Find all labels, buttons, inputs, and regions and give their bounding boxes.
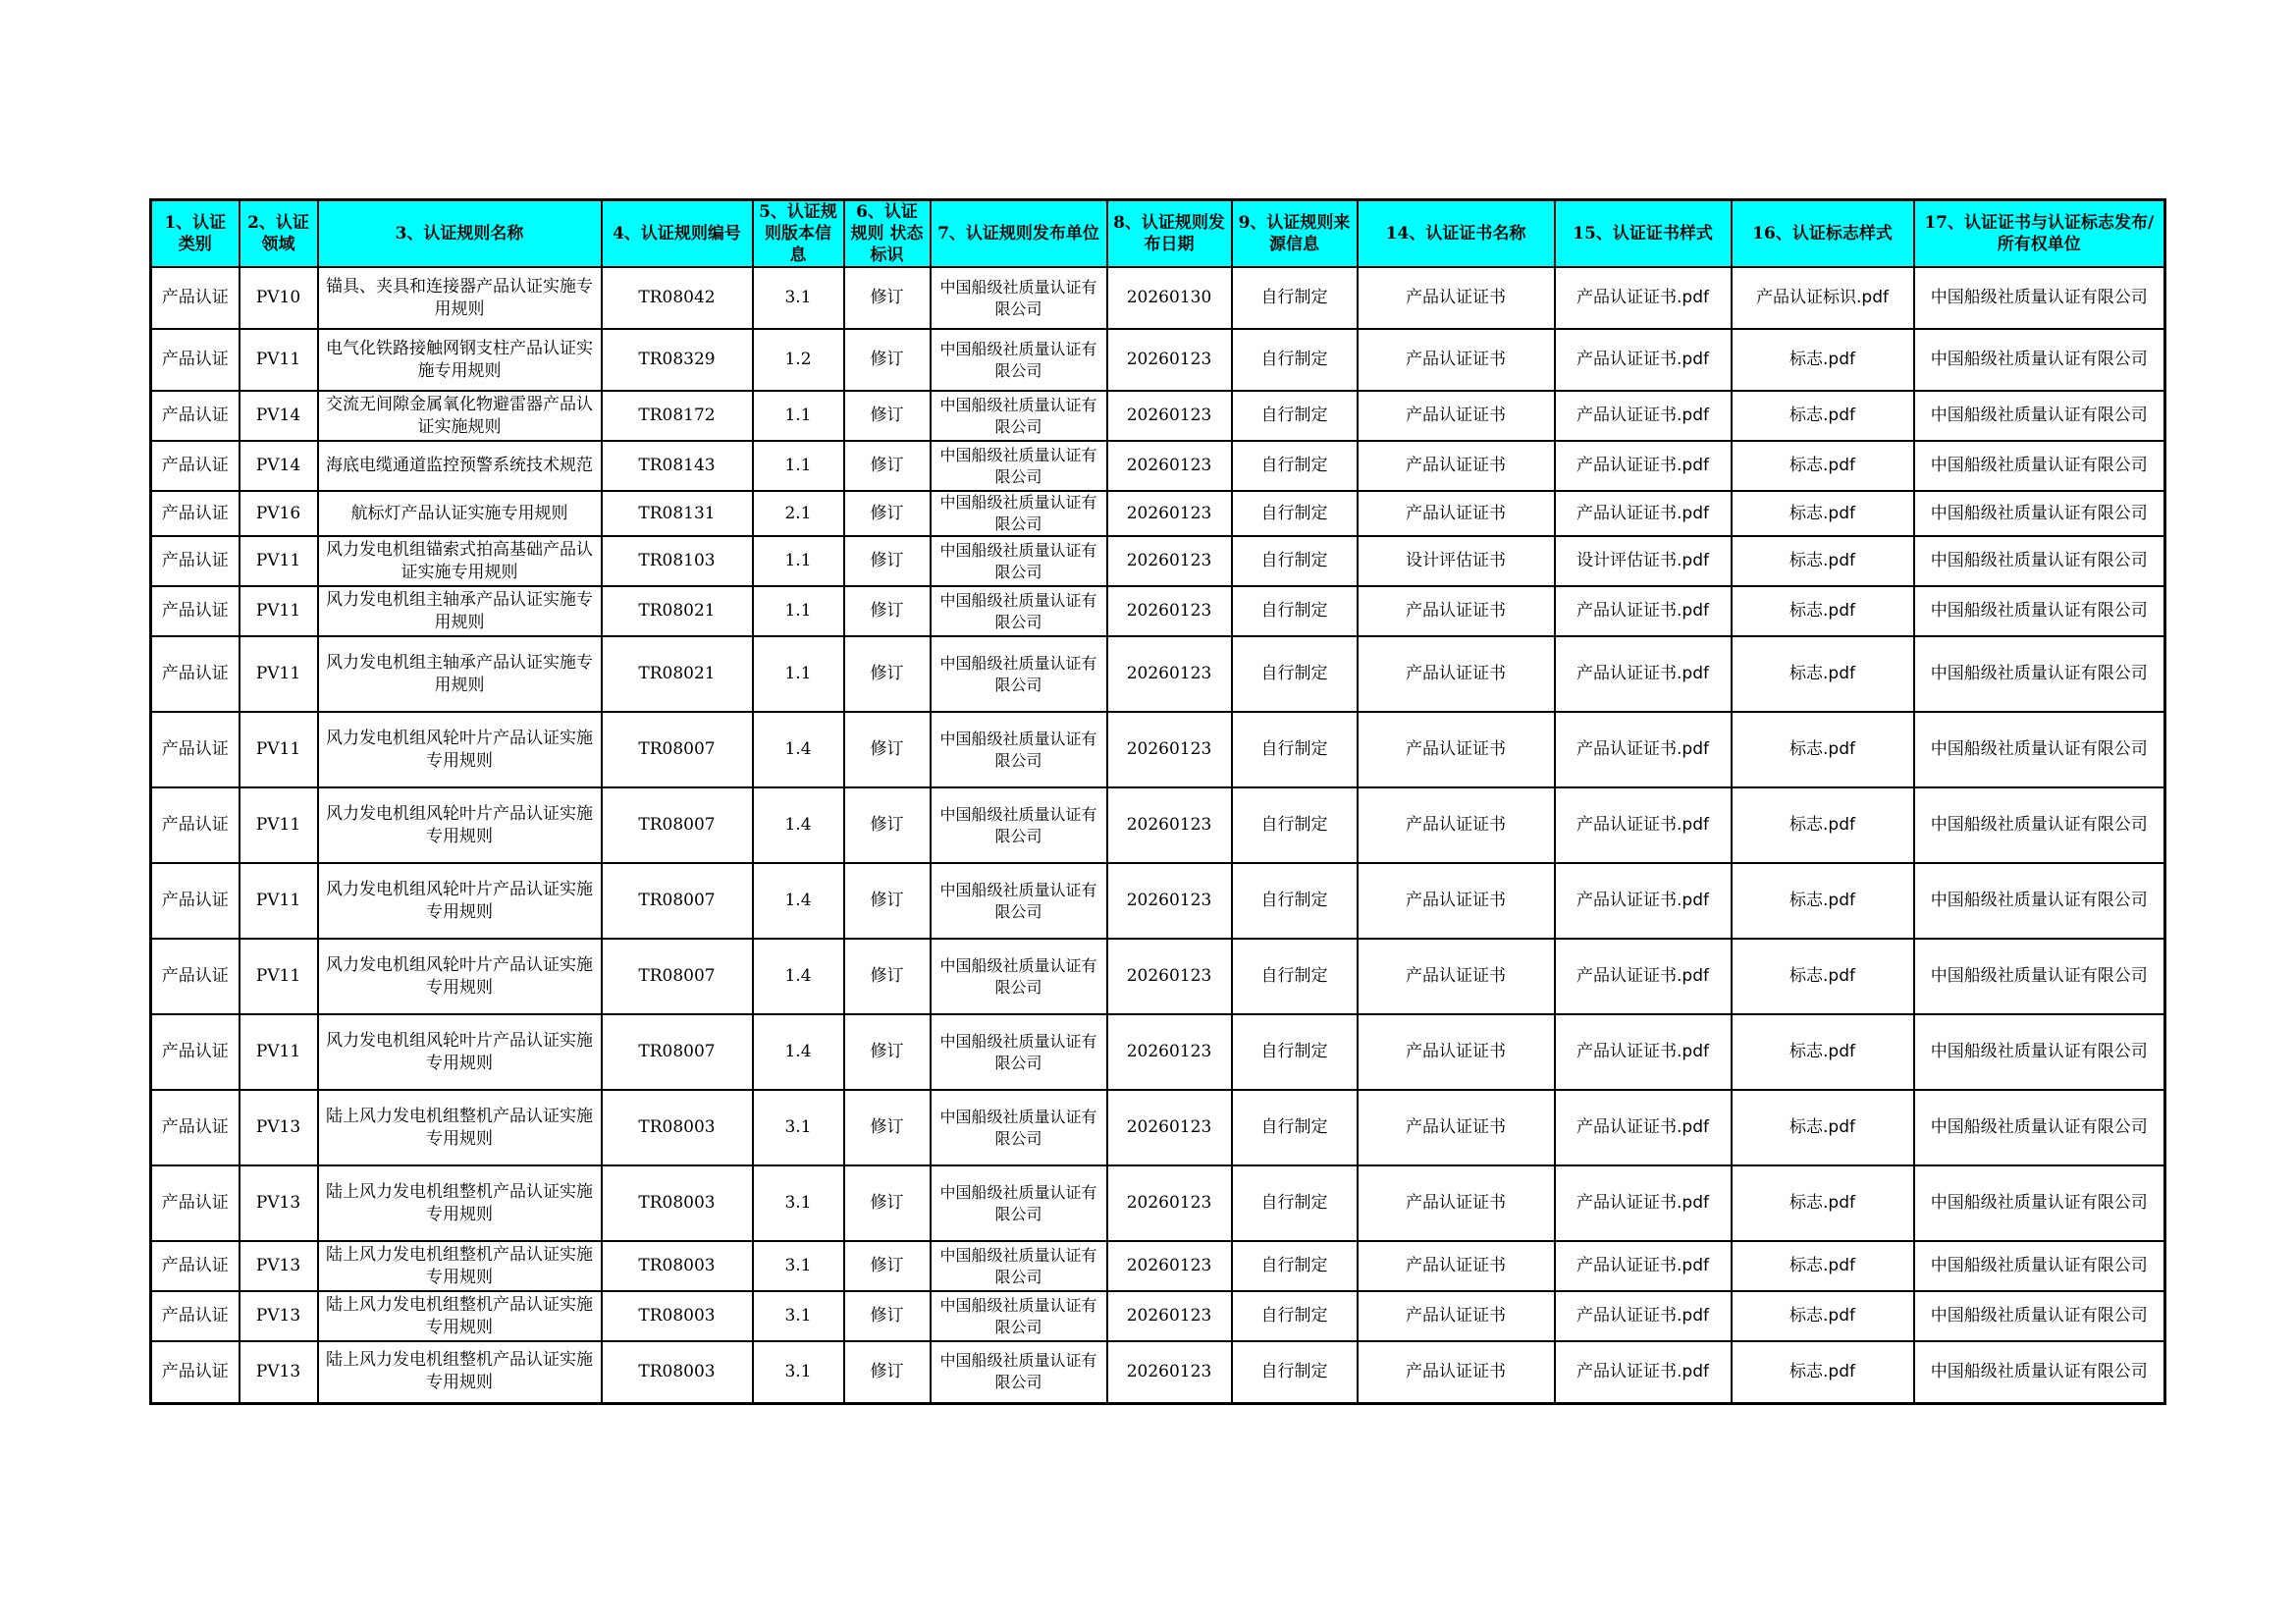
cell-cert-type: 产品认证 bbox=[151, 939, 240, 1014]
cell-mark-style[interactable]: 标志.pdf bbox=[1732, 441, 1914, 491]
cell-mark-style[interactable]: 标志.pdf bbox=[1732, 329, 1914, 391]
cell-cert-name: 产品认证证书 bbox=[1358, 636, 1555, 712]
table-row bbox=[151, 267, 2165, 329]
cell-rule-source: 自行制定 bbox=[1232, 329, 1358, 391]
table-row bbox=[151, 491, 2165, 536]
cell-rule-publisher: 中国船级社质量认证有限公司 bbox=[931, 863, 1107, 939]
cell-rule-name: 陆上风力发电机组整机产品认证实施专用规则 bbox=[318, 1165, 602, 1241]
cell-rule-status: 修订 bbox=[844, 1341, 931, 1403]
cell-cert-style[interactable]: 产品认证证书.pdf bbox=[1555, 391, 1732, 441]
cell-cert-field: PV11 bbox=[240, 536, 318, 586]
cell-cert-name: 产品认证证书 bbox=[1358, 787, 1555, 863]
cell-cert-style[interactable]: 产品认证证书.pdf bbox=[1555, 1014, 1732, 1090]
cell-rule-number: TR08143 bbox=[602, 441, 753, 491]
cell-cert-field: PV11 bbox=[240, 787, 318, 863]
cell-rule-date: 20260123 bbox=[1107, 491, 1232, 536]
table-row bbox=[151, 1291, 2165, 1341]
cell-cert-name: 产品认证证书 bbox=[1358, 1341, 1555, 1403]
cell-rule-publisher: 中国船级社质量认证有限公司 bbox=[931, 712, 1107, 787]
cell-cert-type: 产品认证 bbox=[151, 536, 240, 586]
cell-rule-number: TR08172 bbox=[602, 391, 753, 441]
cell-rule-source: 自行制定 bbox=[1232, 1165, 1358, 1241]
cell-owner: 中国船级社质量认证有限公司 bbox=[1914, 1241, 2165, 1291]
cell-owner: 中国船级社质量认证有限公司 bbox=[1914, 329, 2165, 391]
cell-cert-type: 产品认证 bbox=[151, 1014, 240, 1090]
cell-cert-type: 产品认证 bbox=[151, 636, 240, 712]
cell-mark-style[interactable]: 标志.pdf bbox=[1732, 863, 1914, 939]
cell-rule-number: TR08003 bbox=[602, 1241, 753, 1291]
cell-cert-field: PV13 bbox=[240, 1341, 318, 1403]
cell-rule-number: TR08003 bbox=[602, 1090, 753, 1165]
cell-rule-version: 1.1 bbox=[753, 586, 844, 636]
cell-mark-style[interactable]: 标志.pdf bbox=[1732, 1090, 1914, 1165]
cell-rule-name: 风力发电机组锚索式拍高基础产品认证实施专用规则 bbox=[318, 536, 602, 586]
cell-rule-date: 20260123 bbox=[1107, 1241, 1232, 1291]
cell-rule-source: 自行制定 bbox=[1232, 1090, 1358, 1165]
cell-rule-status: 修订 bbox=[844, 391, 931, 441]
cell-rule-number: TR08103 bbox=[602, 536, 753, 586]
cell-owner: 中国船级社质量认证有限公司 bbox=[1914, 1165, 2165, 1241]
cell-rule-status: 修订 bbox=[844, 441, 931, 491]
cell-cert-name: 产品认证证书 bbox=[1358, 1090, 1555, 1165]
cell-cert-field: PV13 bbox=[240, 1291, 318, 1341]
cell-cert-style[interactable]: 产品认证证书.pdf bbox=[1555, 636, 1732, 712]
cell-rule-number: TR08003 bbox=[602, 1291, 753, 1341]
cell-rule-date: 20260123 bbox=[1107, 712, 1232, 787]
cell-rule-date: 20260123 bbox=[1107, 787, 1232, 863]
table-row bbox=[151, 441, 2165, 491]
cell-rule-source: 自行制定 bbox=[1232, 391, 1358, 441]
cell-cert-type: 产品认证 bbox=[151, 391, 240, 441]
cell-rule-date: 20260123 bbox=[1107, 1341, 1232, 1403]
cell-rule-version: 1.4 bbox=[753, 1014, 844, 1090]
cell-cert-style[interactable]: 产品认证证书.pdf bbox=[1555, 441, 1732, 491]
cell-rule-status: 修订 bbox=[844, 329, 931, 391]
cell-cert-style[interactable]: 产品认证证书.pdf bbox=[1555, 1165, 1732, 1241]
cell-rule-name: 风力发电机组主轴承产品认证实施专用规则 bbox=[318, 586, 602, 636]
cell-rule-source: 自行制定 bbox=[1232, 636, 1358, 712]
cell-cert-field: PV11 bbox=[240, 712, 318, 787]
cell-rule-source: 自行制定 bbox=[1232, 536, 1358, 586]
cell-rule-name: 海底电缆通道监控预警系统技术规范 bbox=[318, 441, 602, 491]
cell-rule-number: TR08003 bbox=[602, 1341, 753, 1403]
cell-cert-name: 设计评估证书 bbox=[1358, 536, 1555, 586]
table-row bbox=[151, 787, 2165, 863]
cell-mark-style[interactable]: 标志.pdf bbox=[1732, 1341, 1914, 1403]
cell-rule-date: 20260123 bbox=[1107, 536, 1232, 586]
cell-rule-date: 20260123 bbox=[1107, 1165, 1232, 1241]
cell-rule-name: 陆上风力发电机组整机产品认证实施专用规则 bbox=[318, 1241, 602, 1291]
cell-cert-type: 产品认证 bbox=[151, 1341, 240, 1403]
cell-mark-style[interactable]: 标志.pdf bbox=[1732, 586, 1914, 636]
cell-rule-date: 20260123 bbox=[1107, 1291, 1232, 1341]
cell-rule-number: TR08007 bbox=[602, 787, 753, 863]
cell-cert-type: 产品认证 bbox=[151, 267, 240, 329]
cell-cert-name: 产品认证证书 bbox=[1358, 586, 1555, 636]
cell-owner: 中国船级社质量认证有限公司 bbox=[1914, 939, 2165, 1014]
cell-rule-status: 修订 bbox=[844, 1014, 931, 1090]
cell-rule-name: 风力发电机组风轮叶片产品认证实施专用规则 bbox=[318, 939, 602, 1014]
cell-cert-name: 产品认证证书 bbox=[1358, 939, 1555, 1014]
cell-rule-source: 自行制定 bbox=[1232, 586, 1358, 636]
cell-rule-date: 20260123 bbox=[1107, 863, 1232, 939]
cell-cert-type: 产品认证 bbox=[151, 441, 240, 491]
cell-rule-source: 自行制定 bbox=[1232, 1014, 1358, 1090]
header-rule-name: 3、认证规则名称 bbox=[318, 200, 602, 268]
table-row bbox=[151, 391, 2165, 441]
cell-rule-version: 1.4 bbox=[753, 787, 844, 863]
cell-owner: 中国船级社质量认证有限公司 bbox=[1914, 1291, 2165, 1341]
cell-cert-field: PV13 bbox=[240, 1090, 318, 1165]
cell-rule-status: 修订 bbox=[844, 1165, 931, 1241]
cell-rule-source: 自行制定 bbox=[1232, 1241, 1358, 1291]
cell-rule-number: TR08007 bbox=[602, 939, 753, 1014]
cell-cert-name: 产品认证证书 bbox=[1358, 329, 1555, 391]
cell-cert-field: PV11 bbox=[240, 636, 318, 712]
cell-cert-name: 产品认证证书 bbox=[1358, 1165, 1555, 1241]
cell-cert-style[interactable]: 产品认证证书.pdf bbox=[1555, 586, 1732, 636]
cell-rule-status: 修订 bbox=[844, 712, 931, 787]
cell-rule-date: 20260123 bbox=[1107, 586, 1232, 636]
cell-rule-publisher: 中国船级社质量认证有限公司 bbox=[931, 1291, 1107, 1341]
cell-rule-number: TR08042 bbox=[602, 267, 753, 329]
cell-rule-number: TR08021 bbox=[602, 586, 753, 636]
cell-cert-style[interactable]: 产品认证证书.pdf bbox=[1555, 939, 1732, 1014]
cell-owner: 中国船级社质量认证有限公司 bbox=[1914, 391, 2165, 441]
cell-rule-source: 自行制定 bbox=[1232, 939, 1358, 1014]
cell-owner: 中国船级社质量认证有限公司 bbox=[1914, 787, 2165, 863]
cell-mark-style[interactable]: 标志.pdf bbox=[1732, 1291, 1914, 1341]
cell-rule-name: 航标灯产品认证实施专用规则 bbox=[318, 491, 602, 536]
cell-rule-status: 修订 bbox=[844, 586, 931, 636]
cell-rule-number: TR08007 bbox=[602, 712, 753, 787]
cell-mark-style[interactable]: 标志.pdf bbox=[1732, 491, 1914, 536]
cell-cert-type: 产品认证 bbox=[151, 1291, 240, 1341]
cell-rule-version: 3.1 bbox=[753, 1241, 844, 1291]
cell-cert-style[interactable]: 产品认证证书.pdf bbox=[1555, 1291, 1732, 1341]
cell-cert-style[interactable]: 产品认证证书.pdf bbox=[1555, 1341, 1732, 1403]
cell-cert-field: PV11 bbox=[240, 329, 318, 391]
cell-owner: 中国船级社质量认证有限公司 bbox=[1914, 1090, 2165, 1165]
header-cert-style: 15、认证证书样式 bbox=[1555, 200, 1732, 268]
cell-owner: 中国船级社质量认证有限公司 bbox=[1914, 636, 2165, 712]
cell-cert-type: 产品认证 bbox=[151, 491, 240, 536]
header-owner: 17、认证证书与认证标志发布/所有权单位 bbox=[1914, 200, 2165, 268]
cell-cert-name: 产品认证证书 bbox=[1358, 1014, 1555, 1090]
cell-mark-style[interactable]: 标志.pdf bbox=[1732, 1241, 1914, 1291]
cell-rule-publisher: 中国船级社质量认证有限公司 bbox=[931, 1341, 1107, 1403]
cell-rule-status: 修订 bbox=[844, 1291, 931, 1341]
cell-rule-date: 20260123 bbox=[1107, 636, 1232, 712]
cell-rule-status: 修订 bbox=[844, 536, 931, 586]
cell-cert-name: 产品认证证书 bbox=[1358, 1241, 1555, 1291]
table-row bbox=[151, 536, 2165, 586]
cell-rule-publisher: 中国船级社质量认证有限公司 bbox=[931, 1090, 1107, 1165]
cell-mark-style[interactable]: 标志.pdf bbox=[1732, 712, 1914, 787]
cell-cert-style[interactable]: 产品认证证书.pdf bbox=[1555, 712, 1732, 787]
cell-cert-type: 产品认证 bbox=[151, 863, 240, 939]
header-mark-style: 16、认证标志样式 bbox=[1732, 200, 1914, 268]
cell-cert-name: 产品认证证书 bbox=[1358, 863, 1555, 939]
cell-rule-source: 自行制定 bbox=[1232, 267, 1358, 329]
cell-cert-type: 产品认证 bbox=[151, 329, 240, 391]
cell-rule-status: 修订 bbox=[844, 1090, 931, 1165]
cell-rule-name: 锚具、夹具和连接器产品认证实施专用规则 bbox=[318, 267, 602, 329]
cell-rule-status: 修订 bbox=[844, 491, 931, 536]
header-rule-date: 8、认证规则发布日期 bbox=[1107, 200, 1232, 268]
cell-cert-name: 产品认证证书 bbox=[1358, 391, 1555, 441]
cell-cert-field: PV11 bbox=[240, 1014, 318, 1090]
cell-cert-style[interactable]: 产品认证证书.pdf bbox=[1555, 1090, 1732, 1165]
cell-cert-type: 产品认证 bbox=[151, 787, 240, 863]
cell-rule-version: 1.1 bbox=[753, 636, 844, 712]
cell-cert-type: 产品认证 bbox=[151, 1090, 240, 1165]
cell-rule-name: 交流无间隙金属氧化物避雷器产品认证实施规则 bbox=[318, 391, 602, 441]
cell-cert-style[interactable]: 产品认证证书.pdf bbox=[1555, 787, 1732, 863]
cell-rule-date: 20260123 bbox=[1107, 939, 1232, 1014]
cell-rule-source: 自行制定 bbox=[1232, 441, 1358, 491]
cell-cert-type: 产品认证 bbox=[151, 1241, 240, 1291]
table-row bbox=[151, 1341, 2165, 1403]
cell-rule-version: 1.4 bbox=[753, 712, 844, 787]
cell-rule-version: 3.1 bbox=[753, 267, 844, 329]
header-row bbox=[151, 200, 2165, 268]
cell-rule-status: 修订 bbox=[844, 787, 931, 863]
cell-mark-style[interactable]: 标志.pdf bbox=[1732, 391, 1914, 441]
cell-cert-name: 产品认证证书 bbox=[1358, 712, 1555, 787]
cell-rule-publisher: 中国船级社质量认证有限公司 bbox=[931, 1014, 1107, 1090]
cell-cert-field: PV16 bbox=[240, 491, 318, 536]
cell-owner: 中国船级社质量认证有限公司 bbox=[1914, 441, 2165, 491]
cell-rule-date: 20260123 bbox=[1107, 441, 1232, 491]
cell-rule-number: TR08007 bbox=[602, 863, 753, 939]
cell-rule-version: 3.1 bbox=[753, 1341, 844, 1403]
cell-rule-status: 修订 bbox=[844, 636, 931, 712]
cell-rule-version: 3.1 bbox=[753, 1090, 844, 1165]
cell-cert-type: 产品认证 bbox=[151, 586, 240, 636]
cell-cert-field: PV11 bbox=[240, 939, 318, 1014]
cell-rule-name: 电气化铁路接触网钢支柱产品认证实施专用规则 bbox=[318, 329, 602, 391]
cell-rule-publisher: 中国船级社质量认证有限公司 bbox=[931, 536, 1107, 586]
cell-rule-publisher: 中国船级社质量认证有限公司 bbox=[931, 267, 1107, 329]
cell-rule-version: 2.1 bbox=[753, 491, 844, 536]
cell-rule-publisher: 中国船级社质量认证有限公司 bbox=[931, 787, 1107, 863]
cell-mark-style[interactable]: 标志.pdf bbox=[1732, 787, 1914, 863]
cell-rule-number: TR08021 bbox=[602, 636, 753, 712]
header-rule-publisher: 7、认证规则发布单位 bbox=[931, 200, 1107, 268]
cell-cert-style[interactable]: 设计评估证书.pdf bbox=[1555, 536, 1732, 586]
cell-rule-publisher: 中国船级社质量认证有限公司 bbox=[931, 939, 1107, 1014]
cell-mark-style[interactable]: 标志.pdf bbox=[1732, 1165, 1914, 1241]
cell-rule-number: TR08003 bbox=[602, 1165, 753, 1241]
cell-rule-name: 陆上风力发电机组整机产品认证实施专用规则 bbox=[318, 1090, 602, 1165]
cell-rule-date: 20260123 bbox=[1107, 391, 1232, 441]
cell-rule-publisher: 中国船级社质量认证有限公司 bbox=[931, 1241, 1107, 1291]
cell-rule-publisher: 中国船级社质量认证有限公司 bbox=[931, 1165, 1107, 1241]
cell-rule-date: 20260130 bbox=[1107, 267, 1232, 329]
cell-rule-publisher: 中国船级社质量认证有限公司 bbox=[931, 491, 1107, 536]
cell-rule-publisher: 中国船级社质量认证有限公司 bbox=[931, 636, 1107, 712]
cell-rule-source: 自行制定 bbox=[1232, 712, 1358, 787]
header-rule-status: 6、认证规则 状态标识 bbox=[844, 200, 931, 268]
certification-rules-table bbox=[149, 198, 2166, 1405]
cell-rule-date: 20260123 bbox=[1107, 1090, 1232, 1165]
cell-rule-date: 20260123 bbox=[1107, 329, 1232, 391]
header-cert-type: 1、认证类别 bbox=[151, 200, 240, 268]
cell-cert-field: PV13 bbox=[240, 1241, 318, 1291]
cell-rule-version: 1.4 bbox=[753, 863, 844, 939]
cell-cert-style[interactable]: 产品认证证书.pdf bbox=[1555, 267, 1732, 329]
header-cert-name: 14、认证证书名称 bbox=[1358, 200, 1555, 268]
cell-rule-publisher: 中国船级社质量认证有限公司 bbox=[931, 391, 1107, 441]
header-rule-source: 9、认证规则来源信息 bbox=[1232, 200, 1358, 268]
cell-rule-source: 自行制定 bbox=[1232, 787, 1358, 863]
cell-rule-publisher: 中国船级社质量认证有限公司 bbox=[931, 329, 1107, 391]
cell-cert-style[interactable]: 产品认证证书.pdf bbox=[1555, 329, 1732, 391]
cell-cert-field: PV11 bbox=[240, 863, 318, 939]
cell-rule-number: TR08007 bbox=[602, 1014, 753, 1090]
cell-rule-publisher: 中国船级社质量认证有限公司 bbox=[931, 586, 1107, 636]
cell-rule-status: 修订 bbox=[844, 863, 931, 939]
table-row bbox=[151, 586, 2165, 636]
cell-rule-publisher: 中国船级社质量认证有限公司 bbox=[931, 441, 1107, 491]
cell-rule-name: 风力发电机组风轮叶片产品认证实施专用规则 bbox=[318, 863, 602, 939]
table-row bbox=[151, 712, 2165, 787]
cell-rule-name: 风力发电机组主轴承产品认证实施专用规则 bbox=[318, 636, 602, 712]
cell-cert-name: 产品认证证书 bbox=[1358, 1291, 1555, 1341]
cell-cert-name: 产品认证证书 bbox=[1358, 267, 1555, 329]
cell-owner: 中国船级社质量认证有限公司 bbox=[1914, 267, 2165, 329]
cell-rule-version: 1.1 bbox=[753, 441, 844, 491]
cell-rule-number: TR08329 bbox=[602, 329, 753, 391]
cell-owner: 中国船级社质量认证有限公司 bbox=[1914, 491, 2165, 536]
cell-rule-status: 修订 bbox=[844, 1241, 931, 1291]
cell-rule-name: 风力发电机组风轮叶片产品认证实施专用规则 bbox=[318, 712, 602, 787]
cell-rule-version: 1.2 bbox=[753, 329, 844, 391]
cell-mark-style[interactable]: 标志.pdf bbox=[1732, 939, 1914, 1014]
cell-owner: 中国船级社质量认证有限公司 bbox=[1914, 536, 2165, 586]
cell-cert-style[interactable]: 产品认证证书.pdf bbox=[1555, 863, 1732, 939]
cell-rule-source: 自行制定 bbox=[1232, 491, 1358, 536]
cell-rule-status: 修订 bbox=[844, 267, 931, 329]
cell-cert-style[interactable]: 产品认证证书.pdf bbox=[1555, 491, 1732, 536]
cell-mark-style[interactable]: 标志.pdf bbox=[1732, 636, 1914, 712]
cell-owner: 中国船级社质量认证有限公司 bbox=[1914, 1014, 2165, 1090]
cell-cert-name: 产品认证证书 bbox=[1358, 491, 1555, 536]
table-row bbox=[151, 1090, 2165, 1165]
cell-mark-style[interactable]: 标志.pdf bbox=[1732, 1014, 1914, 1090]
header-cert-field: 2、认证领域 bbox=[240, 200, 318, 268]
header-rule-number: 4、认证规则编号 bbox=[602, 200, 753, 268]
cell-rule-name: 陆上风力发电机组整机产品认证实施专用规则 bbox=[318, 1291, 602, 1341]
cell-cert-name: 产品认证证书 bbox=[1358, 441, 1555, 491]
table-row bbox=[151, 636, 2165, 712]
cell-cert-type: 产品认证 bbox=[151, 1165, 240, 1241]
cell-rule-version: 1.1 bbox=[753, 536, 844, 586]
cell-rule-version: 1.1 bbox=[753, 391, 844, 441]
cell-cert-field: PV14 bbox=[240, 391, 318, 441]
table-row bbox=[151, 329, 2165, 391]
cell-cert-type: 产品认证 bbox=[151, 712, 240, 787]
cell-rule-source: 自行制定 bbox=[1232, 1291, 1358, 1341]
cell-rule-name: 风力发电机组风轮叶片产品认证实施专用规则 bbox=[318, 787, 602, 863]
cell-cert-field: PV11 bbox=[240, 586, 318, 636]
cell-rule-status: 修订 bbox=[844, 939, 931, 1014]
cell-cert-field: PV14 bbox=[240, 441, 318, 491]
table-row bbox=[151, 1014, 2165, 1090]
cell-rule-name: 陆上风力发电机组整机产品认证实施专用规则 bbox=[318, 1341, 602, 1403]
cell-mark-style[interactable]: 标志.pdf bbox=[1732, 536, 1914, 586]
cell-cert-style[interactable]: 产品认证证书.pdf bbox=[1555, 1241, 1732, 1291]
cell-rule-date: 20260123 bbox=[1107, 1014, 1232, 1090]
cell-rule-version: 3.1 bbox=[753, 1291, 844, 1341]
cell-rule-source: 自行制定 bbox=[1232, 1341, 1358, 1403]
cell-owner: 中国船级社质量认证有限公司 bbox=[1914, 586, 2165, 636]
cell-cert-field: PV10 bbox=[240, 267, 318, 329]
cell-rule-number: TR08131 bbox=[602, 491, 753, 536]
cell-owner: 中国船级社质量认证有限公司 bbox=[1914, 712, 2165, 787]
header-rule-version: 5、认证规则版本信息 bbox=[753, 200, 844, 268]
cell-rule-version: 3.1 bbox=[753, 1165, 844, 1241]
table-row bbox=[151, 1165, 2165, 1241]
table-row bbox=[151, 939, 2165, 1014]
cell-cert-field: PV13 bbox=[240, 1165, 318, 1241]
cell-rule-name: 风力发电机组风轮叶片产品认证实施专用规则 bbox=[318, 1014, 602, 1090]
cell-mark-style[interactable]: 产品认证标识.pdf bbox=[1732, 267, 1914, 329]
cell-rule-version: 1.4 bbox=[753, 939, 844, 1014]
cell-rule-source: 自行制定 bbox=[1232, 863, 1358, 939]
table-row bbox=[151, 863, 2165, 939]
table-row bbox=[151, 1241, 2165, 1291]
cell-owner: 中国船级社质量认证有限公司 bbox=[1914, 1341, 2165, 1403]
cell-owner: 中国船级社质量认证有限公司 bbox=[1914, 863, 2165, 939]
